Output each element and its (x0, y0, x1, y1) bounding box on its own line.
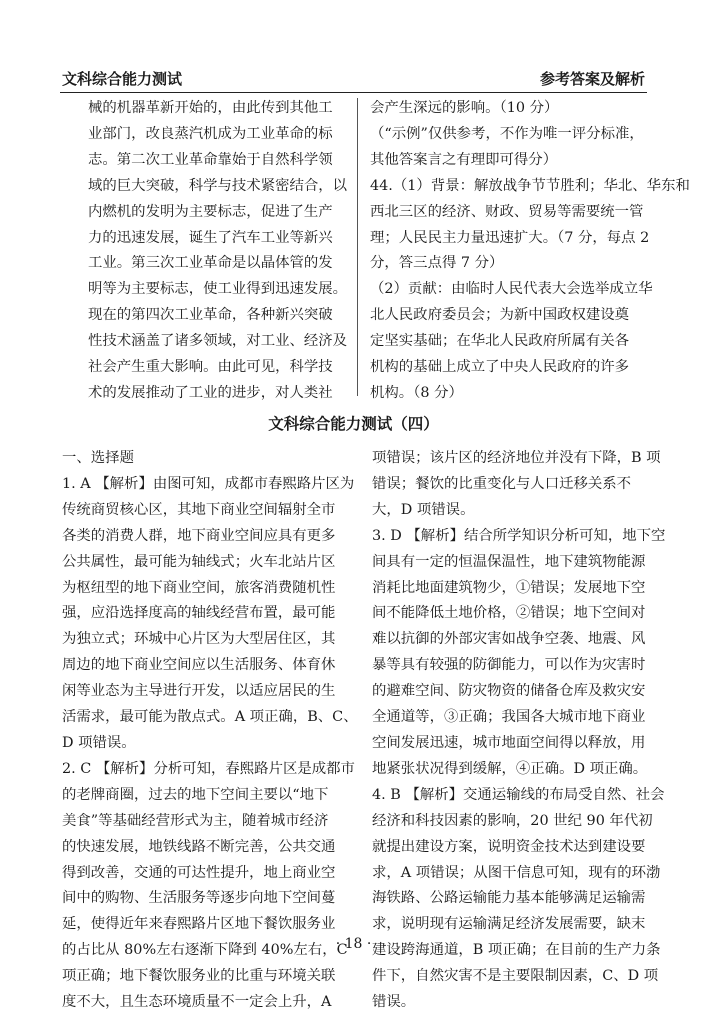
header-title-right: 参考答案及解析 (539, 70, 645, 88)
answer-text-right-column: 项错误；该片区的经济地位并没有下降，B 项 错误；餐饮的比重变化与人口迁移关系不 大，D 项错误。 3. D 【解析】结合所学知识分析可知，地下空 间具有一定的恒温保温性，地下建筑物能源 消耗比地面建筑物少，①错误；发展地下空 间不能降低土地价格，②错误；地下空间对 难以抗御的外部灾害如战争空袭、地震、风 暴等具有较强的防御能力，可以作为灾害时 的避难空间、防灾物资的储备仓库及救灾安 全通道等，③正确；我国各大城市地下商业 空间发展迅速，城市地面空间得以释放，用 地紧张状况得到缓解，④正确。D 项正确。 4. B 【解析】交通运输线的布局受自然、社会 经济和科技因素的影响，20 世纪 90 年代初 就提出建设方案，说明资金技术达到建设要 求，A 项错误；从图干信息可知，现有的环渤 海铁路、公路运输能力基本能够满足运输需 求，说明现有运输满足经济发展需要，缺末 建设跨海通道，B 项正确；在目前的生产力条 件下，自然灾害不是主要限制因素，C、D 项 错误。 (372, 450, 666, 1011)
header-title-left: 文科综合能力测试 (62, 70, 183, 88)
answer-text-top-left: 械的机器革新开始的，由此传到其他工 业部门，改良蒸汽机成为工业革命的标 志。第二次工业革命靠始于自然科学领 域的巨大突破，科学与技术紧密结合，以 内燃机的发明为主要标志，促进了生产 力的迅速发展，诞生了汽车工业等新兴 工业。第三次工业革命是以晶体管的发 明等为主要标志，使工业得到迅速发展。 现在的第四次工业革命，各种新兴突破 性技术涵盖了诸多领域，对工业、经济及 社会产生重大影响。由此可见，科学技 术的发展推动了工业的进步，对人类社 (88, 100, 348, 401)
answer-text-top-right: 会产生深远的影响。（10 分） （“示例”仅供参考，不作为唯一评分标准， 其他答案言之有理即可得分） 44.（1）背景：解放战争节节胜利；华北、华东和 西北三区的经济、财政、贸易等需要统一管 理；人民民主力量迅速扩大。（7 分，每点 2 分，答三点得 7 分） （2）贡献：由临时人民代表大会选举成立华 北人民政府委员会；为新中国政权建设奠 定坚实基础；在华北人民政府所属有关各 机构的基础上成立了中央人民政府的许多 机构。（8 分） (370, 100, 690, 401)
answer-text-left-column: 一、选择题 1. A 【解析】由图可知，成都市春熙路片区为 传统商贸核心区，其地下商业空间辐射全市 各类的消费人群，地下商业空间应具有更多 公共属性，最可能为轴线式；火车北站片区 为枢纽型的地下商业空间，旅客消费随机性 强，应沿选择度高的轴线经营布置，最可能 为独立式；环城中心片区为大型居住区，其 周边的地下商业空间应以生活服务、体育休 闲等业态为主导进行开发，以适应居民的生 活需求，最可能为散点式。A 项正确，B、C、 D 项错误。 2. C 【解析】分析可知，春熙路片区是成都市 的老牌商圈，过去的地下空间主要以“地下 美食”等基础经营形式为主，随着城市经济 的快速发展，地铁线路不断完善，公共交通 得到改善，交通的可达性提升，地上商业空 间中的购物、生活服务等逐步向地下空间蔓 延，使得近年来春熙路片区地下餐饮服务业 的占比从 80%左右逐渐下降到 40%左右，C 项正确；地下餐饮服务业的比重与环境关联 度不大，且生态环境质量不一定会上升，A (62, 450, 358, 1011)
page-number: · 18 · (335, 936, 372, 952)
page-header (60, 68, 647, 93)
section-title: 文科综合能力测试（四） (268, 414, 439, 433)
column-divider (357, 98, 358, 396)
